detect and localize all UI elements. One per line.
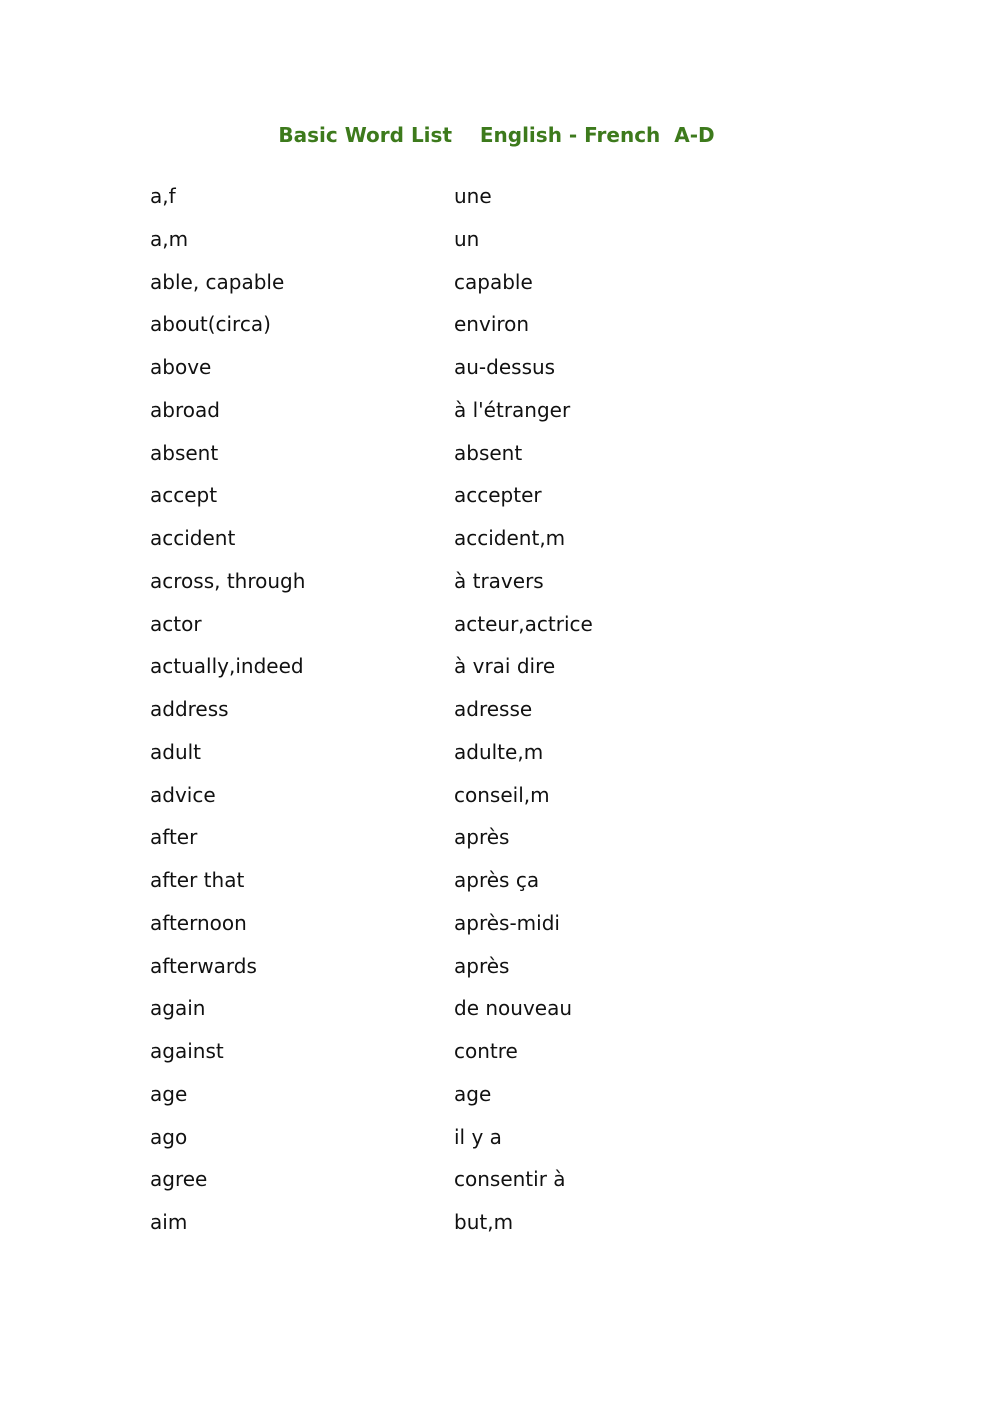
word-row xyxy=(150,781,850,824)
english-word: advice xyxy=(150,782,216,807)
word-row xyxy=(150,396,850,439)
word-row xyxy=(150,353,850,396)
french-word: contre xyxy=(454,1039,518,1063)
word-row xyxy=(150,524,850,567)
french-word: à vrai dire xyxy=(454,654,556,679)
french-word: après xyxy=(454,825,510,850)
french-word: après-midi xyxy=(454,910,560,935)
french-word: adresse xyxy=(454,697,533,721)
english-word: agree xyxy=(150,1167,208,1192)
french-word: conseil,m xyxy=(454,782,550,807)
word-row xyxy=(150,182,850,225)
french-word: but,m xyxy=(454,1210,514,1234)
english-word: address xyxy=(150,697,229,721)
word-row xyxy=(150,268,850,311)
english-word: absent xyxy=(150,440,219,465)
word-row xyxy=(150,225,850,268)
english-word: able, capable xyxy=(150,269,285,294)
english-word: abroad xyxy=(150,397,220,422)
page-title: Basic Word List English - French A-D xyxy=(278,123,715,147)
english-word: age xyxy=(150,1081,188,1106)
english-word: ago xyxy=(150,1124,188,1149)
french-word: environ xyxy=(454,312,530,337)
english-word: against xyxy=(150,1039,224,1063)
english-word: actor xyxy=(150,611,202,636)
english-word: accept xyxy=(150,483,218,508)
word-row xyxy=(150,1165,850,1208)
french-word: après xyxy=(454,953,510,978)
french-word: accepter xyxy=(454,483,542,508)
french-word: accident,m xyxy=(454,526,566,550)
word-row xyxy=(150,866,850,909)
french-word: capable xyxy=(454,269,533,294)
word-row xyxy=(150,1123,850,1166)
english-word: after that xyxy=(150,868,245,892)
word-row xyxy=(150,610,850,653)
french-word: un xyxy=(454,226,480,251)
word-row xyxy=(150,1080,850,1123)
word-row xyxy=(150,909,850,952)
word-row xyxy=(150,310,850,353)
french-word: consentir à xyxy=(454,1167,566,1192)
french-word: de nouveau xyxy=(454,996,573,1021)
english-word: across, through xyxy=(150,568,306,593)
french-word: il y a xyxy=(454,1124,502,1149)
word-row xyxy=(150,652,850,695)
word-row xyxy=(150,481,850,524)
word-row xyxy=(150,952,850,995)
english-word: afterwards xyxy=(150,953,257,978)
word-row xyxy=(150,439,850,482)
french-word: au-dessus xyxy=(454,355,556,379)
word-list xyxy=(150,182,850,1251)
french-word: acteur,actrice xyxy=(454,611,593,636)
english-word: actually,indeed xyxy=(150,654,304,679)
word-row xyxy=(150,695,850,738)
english-word: again xyxy=(150,996,206,1021)
english-word: aim xyxy=(150,1210,188,1234)
english-word: a,m xyxy=(150,226,189,251)
french-word: une xyxy=(454,184,492,208)
english-word: afternoon xyxy=(150,910,247,935)
french-word: age xyxy=(454,1081,492,1106)
word-row xyxy=(150,1037,850,1080)
word-row xyxy=(150,994,850,1037)
french-word: après ça xyxy=(454,868,540,892)
english-word: accident xyxy=(150,526,236,550)
french-word: absent xyxy=(454,440,523,465)
word-row xyxy=(150,1208,850,1251)
french-word: à l'étranger xyxy=(454,397,571,422)
word-row xyxy=(150,738,850,781)
french-word: à travers xyxy=(454,568,544,593)
word-row xyxy=(150,823,850,866)
english-word: after xyxy=(150,825,198,850)
french-word: adulte,m xyxy=(454,739,544,764)
english-word: above xyxy=(150,355,212,379)
english-word: about(circa) xyxy=(150,312,271,337)
english-word: a,f xyxy=(150,184,176,208)
english-word: adult xyxy=(150,739,202,764)
word-row xyxy=(150,567,850,610)
